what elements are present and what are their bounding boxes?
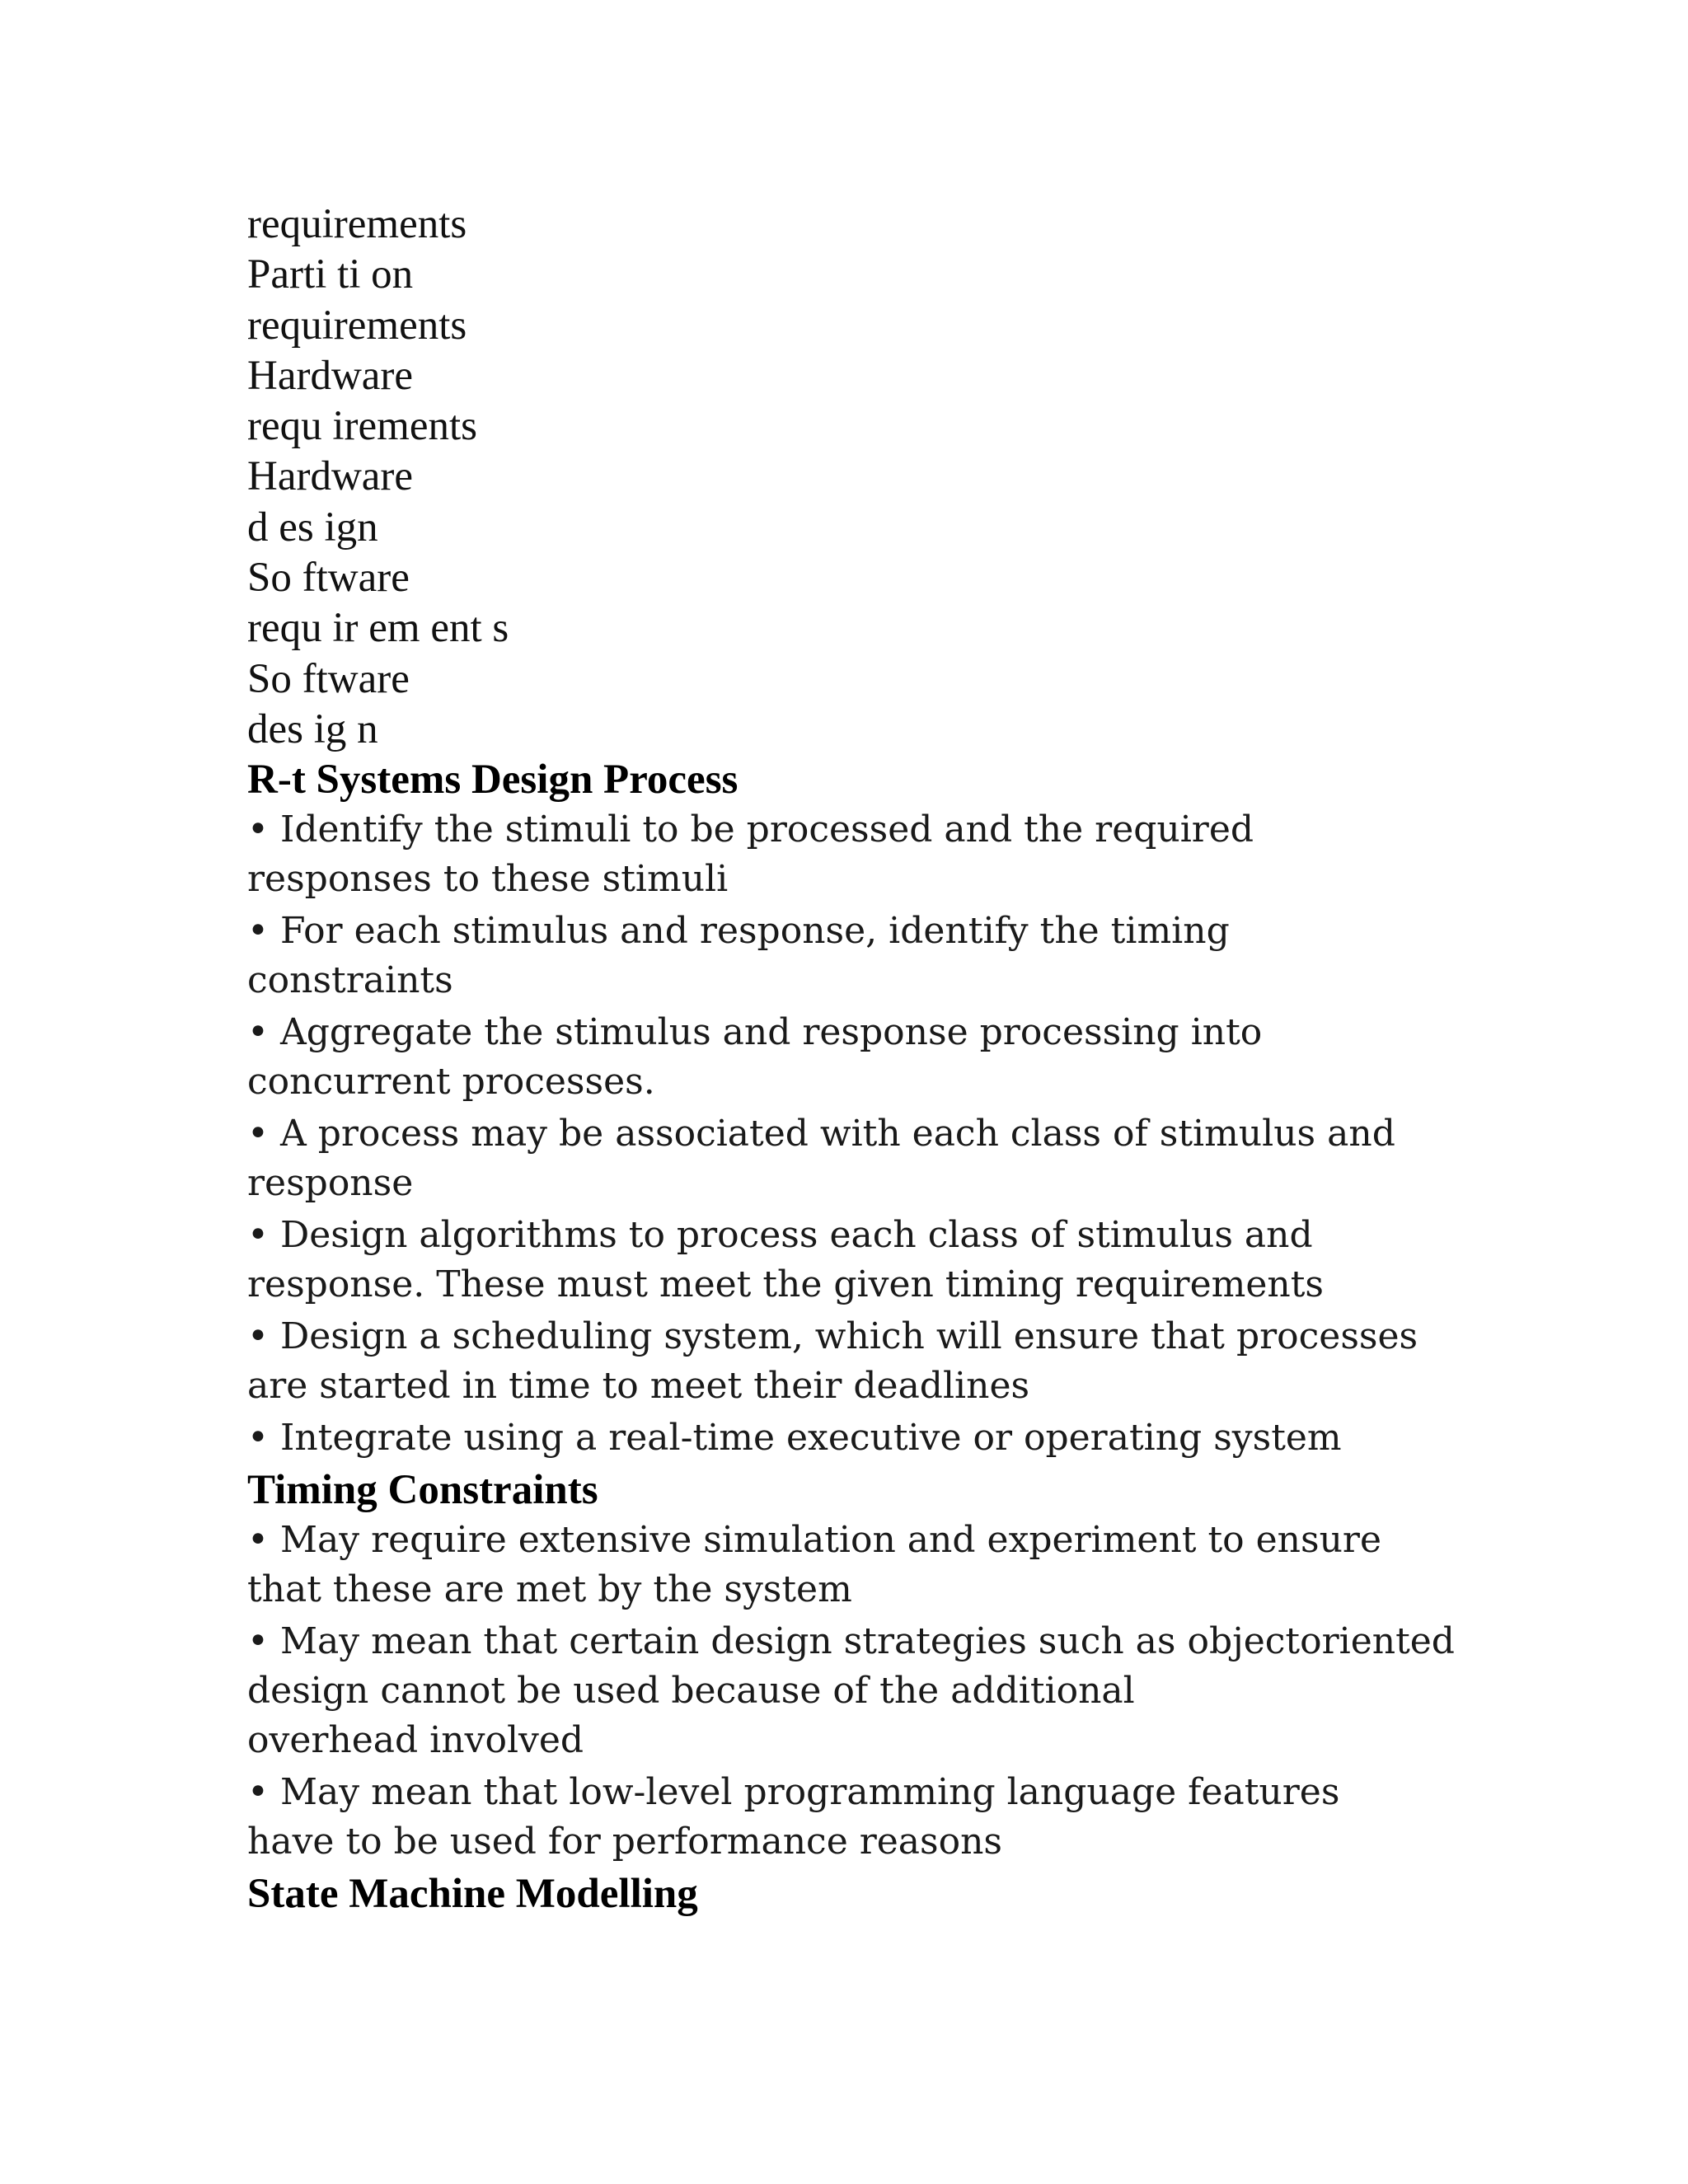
diagram-label: requ irements: [247, 403, 477, 450]
section-heading-timing-constraints: Timing Constraints: [247, 1467, 598, 1514]
bullet-line: • Design algorithms to process each class of stimulus and: [247, 1214, 1313, 1257]
page-content: [247, 199, 1455, 1919]
bullet-line: • Integrate using a real-time executive or operating system: [247, 1417, 1342, 1460]
diagram-label: So ftware: [247, 655, 410, 702]
bullet-line: response. These must meet the given timing requirements: [247, 1263, 1324, 1306]
timing-constraints-bullet-list: [247, 1516, 1455, 1867]
design-process-bullet-list: [247, 805, 1418, 1463]
bullet-line: responses to these stimuli: [247, 858, 729, 901]
bullet-line: • Design a scheduling system, which will ensure that processes: [247, 1315, 1418, 1358]
bullet-item: [247, 1211, 1418, 1310]
bullet-line: that these are met by the system: [247, 1568, 852, 1611]
bullet-item: [247, 1768, 1418, 1867]
bullet-line: constraints: [247, 959, 453, 1002]
bullet-line: • May mean that low-level programming language features: [247, 1771, 1340, 1814]
diagram-label: Parti ti on: [247, 251, 414, 298]
bullet-line: • May mean that certain design strategies such as objectoriented: [247, 1620, 1455, 1663]
bullet-item: [247, 1617, 1455, 1765]
bullet-line: • Identify the stimuli to be processed and the required: [247, 808, 1254, 851]
bullet-line: concurrent processes.: [247, 1061, 655, 1104]
diagram-label: des ig n: [247, 705, 378, 752]
bullet-line: • May require extensive simulation and experiment to ensure: [247, 1519, 1381, 1562]
diagram-label: Hardware: [247, 453, 414, 500]
bullet-line: • For each stimulus and response, identify the timing: [247, 910, 1230, 953]
bullet-item: [247, 1312, 1418, 1411]
diagram-label: Hardware: [247, 352, 414, 399]
bullet-item: [247, 907, 1418, 1005]
section-heading-state-machine-modelling: State Machine Modelling: [247, 1871, 698, 1918]
diagram-label-list: [247, 199, 1418, 755]
bullet-line: response: [247, 1162, 414, 1205]
diagram-label: requirements: [247, 201, 467, 247]
bullet-item: [247, 1008, 1418, 1107]
bullet-item: [247, 1413, 1418, 1463]
bullet-line: are started in time to meet their deadlines: [247, 1365, 1030, 1408]
bullet-line: have to be used for performance reasons: [247, 1821, 1003, 1863]
bullet-item: [247, 1516, 1418, 1615]
diagram-label: d es ign: [247, 504, 378, 551]
bullet-item: [247, 1109, 1418, 1208]
bullet-line: design cannot be used because of the additional: [247, 1670, 1135, 1713]
diagram-label: requ ir em ent s: [247, 605, 509, 652]
bullet-line: • Aggregate the stimulus and response processing into: [247, 1011, 1263, 1054]
section-heading-design-process: R-t Systems Design Process: [247, 757, 738, 804]
bullet-line: overhead involved: [247, 1719, 584, 1762]
diagram-label: So ftware: [247, 555, 410, 602]
diagram-label: requirements: [247, 302, 467, 349]
bullet-line: • A process may be associated with each class of stimulus and: [247, 1113, 1395, 1155]
bullet-item: [247, 805, 1418, 904]
